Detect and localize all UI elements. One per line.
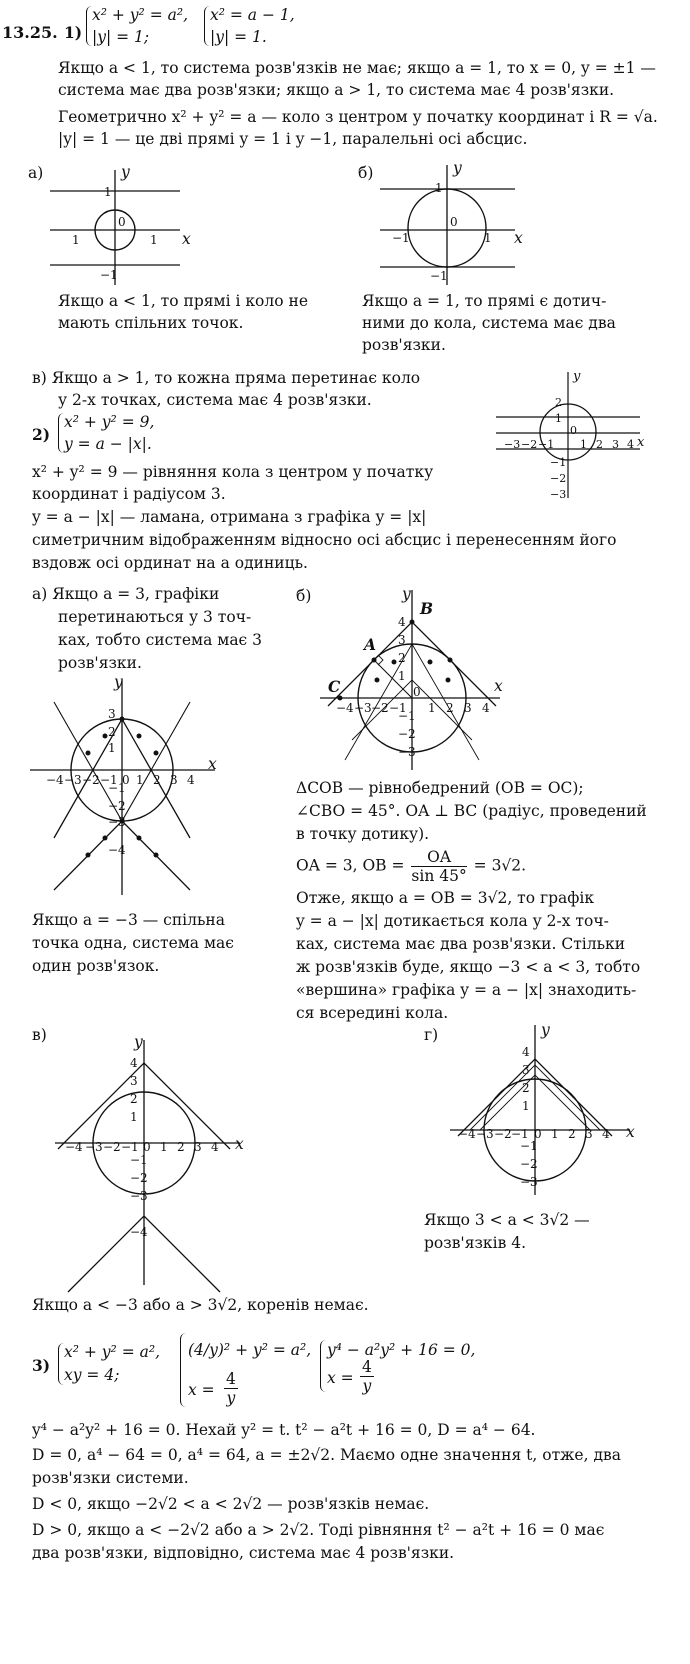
fig-label: б) — [358, 164, 374, 182]
origin-label: 0 — [450, 215, 458, 229]
tick-label: −1 — [511, 1127, 529, 1141]
tick-label: −3 — [398, 745, 416, 759]
text-line: ся всередині кола. — [296, 1004, 449, 1022]
text-line: ΔCOB — рівнобедрений (OB = OC); — [296, 779, 584, 797]
axis-y-label: y — [121, 163, 130, 181]
axis-y-label: y — [402, 585, 411, 603]
tick-label: −1 — [398, 709, 416, 723]
axis-x-label: x — [208, 755, 217, 773]
tick-label: 1 — [484, 231, 492, 245]
system-brace — [320, 1340, 326, 1392]
problem-number: 13.25. — [2, 23, 58, 42]
text-line: мають спільних точок. — [58, 314, 244, 332]
tick-label: 3 — [522, 1063, 530, 1077]
text-line: y⁴ − a²y² + 16 = 0. Нехай y² = t. t² − a²t + 16 = 0, D = a⁴ − 64. — [32, 1421, 536, 1439]
tick-label: 3 — [585, 1127, 593, 1141]
tick-label: 3 — [130, 1074, 138, 1088]
origin-label: 0 — [413, 685, 421, 699]
point-label: B — [420, 599, 434, 618]
formula-rhs: = 3√2. — [473, 856, 527, 875]
tick-label: −1 — [538, 438, 555, 451]
tick-label: 4 — [522, 1045, 530, 1059]
fraction — [222, 1370, 240, 1407]
tick-label: −2 — [371, 701, 389, 715]
tick-label: −3 — [64, 773, 82, 787]
system1-eq3: x² = a − 1, — [210, 6, 295, 24]
tick-label: 4 — [482, 701, 490, 715]
tick-label: 4 — [602, 1127, 610, 1141]
text-line: один розв'язок. — [32, 957, 160, 975]
text-line: система має два розв'язки; якщо a > 1, то система має 4 розв'язки. — [58, 81, 615, 99]
tick-label: −3 — [520, 1175, 538, 1189]
tick-label: 3 — [464, 701, 472, 715]
tick-label: −1 — [520, 1139, 538, 1153]
point-label: C — [328, 677, 341, 696]
axis-y-label: y — [134, 1033, 143, 1051]
tick-label: 4 — [398, 615, 406, 629]
tick-label: 1 — [435, 181, 443, 195]
text-line: а) Якщо a = 3, графіки — [32, 585, 220, 603]
text-line: y = a − |x| дотикається кола у 2-х точ- — [296, 912, 609, 930]
point-label: A — [364, 635, 377, 654]
text-line: Якщо a < 1, то система розв'язків не має; якщо a = 1, то x = 0, y = ±1 — — [58, 59, 656, 77]
tick-label: 3 — [612, 438, 619, 451]
tick-label: −1 — [121, 1140, 139, 1154]
text-line: x² + y² = 9 — рівняння кола з центром у початку — [32, 463, 434, 481]
tick-label: 3 — [398, 633, 406, 647]
tick-label: −4 — [46, 773, 64, 787]
tick-label: −2 — [520, 1157, 538, 1171]
system3-x-lhs: x = — [327, 1369, 354, 1387]
text-line: Геометрично x² + y² = a — коло з центром у початку координат і R = √a. — [58, 108, 658, 126]
text-line: ках, тобто система має 3 — [58, 631, 263, 649]
tick-label: −3 — [476, 1127, 494, 1141]
fraction — [358, 1358, 376, 1395]
axis-x-label: x — [182, 230, 191, 248]
text-line: Якщо a < 1, то прямі і коло не — [58, 292, 308, 310]
text-line: у 2-х точках, система має 4 розв'язки. — [58, 391, 372, 409]
tick-label: 1 — [130, 1110, 138, 1124]
fig-label: в) — [32, 1026, 47, 1044]
tick-label: −2 — [103, 1140, 121, 1154]
tick-label: −2 — [130, 1171, 148, 1185]
tick-label: 3 — [170, 773, 178, 787]
tick-label: 2 — [446, 701, 454, 715]
system1-eq2: |y| = 1; — [92, 28, 150, 46]
text-line: y = a − |x| — ламана, отримана з графіка y = |x| — [32, 508, 427, 526]
axis-y-label: y — [453, 159, 462, 177]
tick-label: 1 — [160, 1140, 168, 1154]
tick-label: 3 — [194, 1140, 202, 1154]
axis-y-label: y — [114, 673, 123, 691]
text-line: ними до кола, система має два — [362, 314, 616, 332]
tick-label: −1 — [430, 269, 448, 283]
system3-eq3: (4/y)² + y² = a², — [188, 1341, 312, 1359]
system-brace — [180, 1333, 186, 1407]
text-line: два розв'язки, відповідно, система має 4 розв'язки. — [32, 1544, 455, 1562]
tick-label: −3 — [85, 1140, 103, 1154]
text-line: Якщо a < −3 або a > 3√2, коренів немає. — [32, 1296, 369, 1314]
tick-label: −1 — [100, 268, 118, 282]
tick-label: 1 — [104, 185, 112, 199]
tick-label: 2 — [555, 396, 562, 409]
fig-label: г) — [424, 1026, 439, 1044]
axis-x-label: x — [235, 1135, 244, 1153]
text-line: Якщо a = −3 — спільна — [32, 911, 225, 929]
text-line: точка одна, система має — [32, 934, 234, 952]
tick-label: 1 — [150, 233, 158, 247]
tick-label: −3 — [354, 701, 372, 715]
tick-label: 4 — [211, 1140, 219, 1154]
system3-eq1: x² + y² = a², — [64, 1343, 160, 1361]
fraction-denominator: sin 45° — [411, 867, 467, 885]
tick-label: 2 — [177, 1140, 185, 1154]
fraction-denominator: y — [362, 1377, 372, 1395]
text-line: D < 0, якщо −2√2 < a < 2√2 — розв'язків немає. — [32, 1495, 430, 1513]
origin-label: 0 — [122, 773, 130, 787]
tick-label: 4 — [627, 438, 634, 451]
text-line: «вершина» графіка y = a − |x| знаходить- — [296, 981, 637, 999]
axis-x-label: x — [626, 1123, 635, 1141]
tick-label: −3 — [504, 438, 521, 451]
tick-label: 1 — [580, 438, 587, 451]
text-line: перетинаються у 3 точ- — [58, 608, 252, 626]
text-line: в) Якщо a > 1, то кожна пряма перетинає коло — [32, 369, 421, 387]
text-line: розв'язків 4. — [424, 1234, 527, 1252]
origin-label: 0 — [534, 1127, 542, 1141]
tick-label: 1 — [136, 773, 144, 787]
tick-label: −1 — [108, 781, 126, 795]
text-line: ∠CBO = 45°. OA ⊥ BC (радіус, проведений — [296, 802, 647, 820]
tick-label: −2 — [521, 438, 538, 451]
fraction-numerator: 4 — [362, 1358, 372, 1376]
tick-label: 2 — [130, 1092, 138, 1106]
tick-label: −4 — [130, 1225, 148, 1239]
tick-label: 1 — [522, 1099, 530, 1113]
tick-label: −4 — [108, 843, 126, 857]
text-line: D = 0, a⁴ − 64 = 0, a⁴ = 64, a = ±2√2. Маємо одне значення t, отже, два — [32, 1446, 621, 1464]
tick-label: 1 — [551, 1127, 559, 1141]
axis-x-label: x — [494, 677, 503, 695]
tick-label: 2 — [596, 438, 603, 451]
tick-label: 1 — [72, 233, 80, 247]
system3-eq2: xy = 4; — [64, 1366, 120, 1384]
tick-label: −2 — [398, 727, 416, 741]
axis-y-label: y — [541, 1021, 550, 1039]
tick-label: −2 — [494, 1127, 512, 1141]
tick-label: 2 — [398, 651, 406, 665]
text-line: координат і радіусом 3. — [32, 485, 226, 503]
tick-label: 2 — [108, 725, 116, 739]
axis-x-label: x — [637, 435, 645, 450]
axis-x-label: x — [514, 229, 523, 247]
text-line: ках, система має два розв'язки. Стільки — [296, 935, 626, 953]
text-line: D > 0, якщо a < −2√2 або a > 2√2. Тоді рівняння t² − a²t + 16 = 0 має — [32, 1521, 605, 1539]
tick-label: 2 — [522, 1081, 530, 1095]
tick-label: −1 — [130, 1153, 148, 1167]
system3-eq5: y⁴ − a²y² + 16 = 0, — [327, 1341, 476, 1359]
system1-eq4: |y| = 1. — [210, 28, 267, 46]
tick-label: −4 — [336, 701, 354, 715]
tick-label: 1 — [108, 741, 116, 755]
tick-label: 4 — [130, 1056, 138, 1070]
tick-label: −3 — [108, 815, 126, 829]
part-2-label: 2) — [32, 425, 51, 444]
text-line: вздовж осі ординат на a одиниць. — [32, 554, 308, 572]
text-line: симетричним відображенням відносно осі абсцис і перенесенням його — [32, 531, 617, 549]
text-line: Якщо a = 1, то прямі є дотич- — [362, 292, 607, 310]
origin-label: 0 — [143, 1140, 151, 1154]
formula-lhs: OA = 3, OB = — [296, 856, 405, 875]
text-line: Отже, якщо a = OB = 3√2, то графік — [296, 889, 595, 907]
tick-label: −2 — [82, 773, 100, 787]
tick-label: 2 — [568, 1127, 576, 1141]
system3-x-lhs: x = — [188, 1381, 215, 1399]
origin-label: 0 — [570, 424, 577, 437]
tick-label: −1 — [550, 456, 567, 469]
fraction-numerator: OA — [411, 848, 466, 867]
system2-eq1: x² + y² = 9, — [64, 413, 155, 431]
system1-eq1: x² + y² = a², — [92, 6, 188, 24]
tick-label: −1 — [392, 231, 410, 245]
tick-label: 3 — [108, 707, 116, 721]
tick-label: −1 — [100, 773, 118, 787]
tick-label: −1 — [389, 701, 407, 715]
part-1-label: 1) — [64, 23, 83, 42]
tick-label: −2 — [550, 472, 567, 485]
part-3-label: 3) — [32, 1356, 51, 1375]
tick-label: −4 — [458, 1127, 476, 1141]
tick-label: 2 — [153, 773, 161, 787]
tick-label: 1 — [428, 701, 436, 715]
text-line: розв'язки. — [362, 336, 446, 354]
tick-label: −3 — [550, 488, 567, 501]
system2-eq2: y = a − |x|. — [64, 435, 152, 453]
text-line: Якщо 3 < a < 3√2 — — [424, 1211, 590, 1229]
tick-label: −3 — [130, 1189, 148, 1203]
tick-label: 1 — [398, 669, 406, 683]
text-line: |y| = 1 — це дві прямі y = 1 і y −1, паралельні осі абсцис. — [58, 130, 528, 148]
tick-label: 1 — [555, 412, 562, 425]
tick-label: 4 — [187, 773, 195, 787]
axis-y-label: y — [573, 369, 581, 384]
text-line: в точку дотику). — [296, 825, 430, 843]
text-line: розв'язки системи. — [32, 1469, 189, 1487]
fig-label: а) — [28, 164, 44, 182]
text-line: ж розв'язків буде, якщо −3 < a < 3, тобто — [296, 958, 641, 976]
fraction-denominator: y — [226, 1389, 236, 1407]
origin-label: 0 — [118, 215, 126, 229]
tick-label: −4 — [65, 1140, 83, 1154]
fraction-numerator: 4 — [226, 1370, 236, 1388]
tick-label: −2 — [108, 799, 126, 813]
text-line: розв'язки. — [58, 654, 142, 672]
fig-label: б) — [296, 587, 312, 605]
